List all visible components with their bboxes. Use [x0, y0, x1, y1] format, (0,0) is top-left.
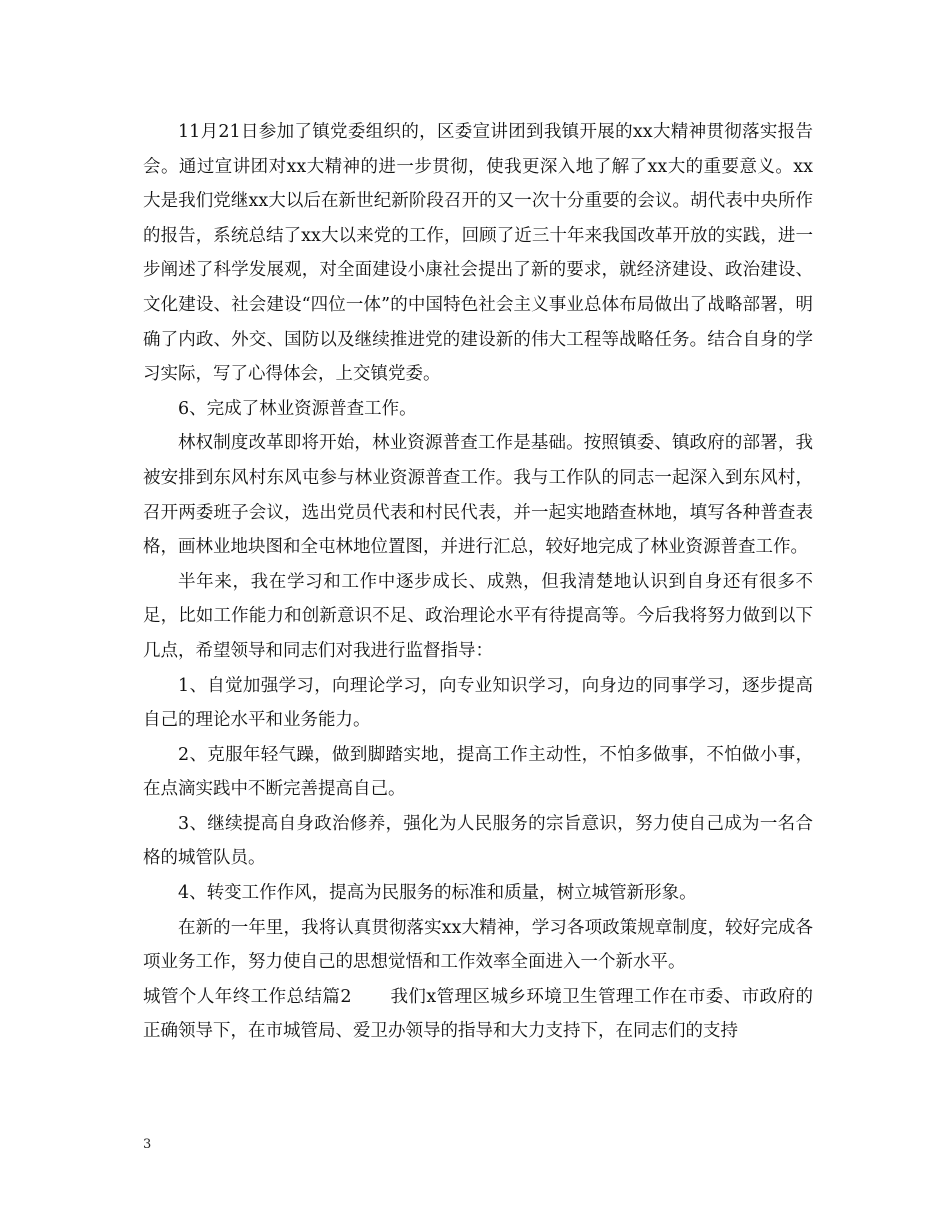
paragraph-new-year: 在新的一年里，我将认真贯彻落实xx大精神，学习各项政策规章制度，较好完成各项业务工作，努力使自己的思想觉悟和工作效率全面进入一个新水平。: [143, 917, 813, 973]
paragraph-item-3: 3、继续提高自身政治修养，强化为人民服务的宗旨意识，努力使自己成为一名合格的城管队员。: [143, 813, 813, 869]
paragraph-forest-survey: 林权制度改革即将开始，林业资源普查工作是基础。按照镇委、镇政府的部署，我被安排到东风村东风屯参与林业资源普查工作。我与工作队的同志一起深入到东风村，召开两委班子会议，选出党员代表和村民代表，并一起实地踏查林地，填写各种普查表格，画林业地块图和全屯林地位置图，并进行汇总，较好地完成了林业资源普查工作。: [143, 433, 813, 558]
paragraph-item-4: 4、转变工作作风，提高为民服务的标准和质量，树立城管新形象。: [178, 883, 697, 904]
paragraph-item-1: 1、自觉加强学习，向理论学习，向专业知识学习，向身边的同事学习，逐步提高自己的理论水平和业务能力。: [143, 675, 813, 731]
page-number: 3: [143, 1137, 152, 1152]
section-text: 我们x管理区城乡环境卫生管理工作在市委、市政府的正确领导下，在市城管局、爱卫办领导的指导和大力支持下，在同志们的支持: [143, 986, 813, 1042]
paragraph-half-year-summary: 半年来，我在学习和工作中逐步成长、成熟，但我清楚地认识到自身还有很多不足，比如工作能力和创新意识不足、政治理论水平有待提高等。今后我将努力做到以下几点，希望领导和同志们对我进行监督指导：: [143, 571, 813, 661]
paragraph-forest-survey-heading: 6、完成了林业资源普查工作。: [178, 398, 417, 419]
section-heading: 城管个人年终工作总结篇2: [143, 986, 352, 1007]
paragraph-section-2: [143, 980, 813, 1049]
paragraph-item-2: 2、克服年轻气躁，做到脚踏实地，提高工作主动性，不怕多做事，不怕做小事，在点滴实践中不断完善提高自己。: [143, 744, 813, 800]
paragraph-report-meeting: 11月21日参加了镇党委组织的，区委宣讲团到我镇开展的xx大精神贯彻落实报告会。通过宣讲团对xx大精神的进一步贯彻，使我更深入地了解了xx大的重要意义。xx大是我们党继xx大以后在新世纪新阶段召开的又一次十分重要的会议。胡代表中央所作的报告，系统总结了xx大以来党的工作，回顾了近三十年来我国改革开放的实践，进一步阐述了科学发展观，对全面建设小康社会提出了新的要求，就经济建设、政治建设、文化建设、社会建设“四位一体”的中国特色社会主义事业总体布局做出了战略部署，明确了内政、外交、国防以及继续推进党的建设新的伟大工程等战略任务。结合自身的学习实际，写了心得体会，上交镇党委。: [143, 122, 813, 385]
document-body: [143, 115, 813, 1049]
